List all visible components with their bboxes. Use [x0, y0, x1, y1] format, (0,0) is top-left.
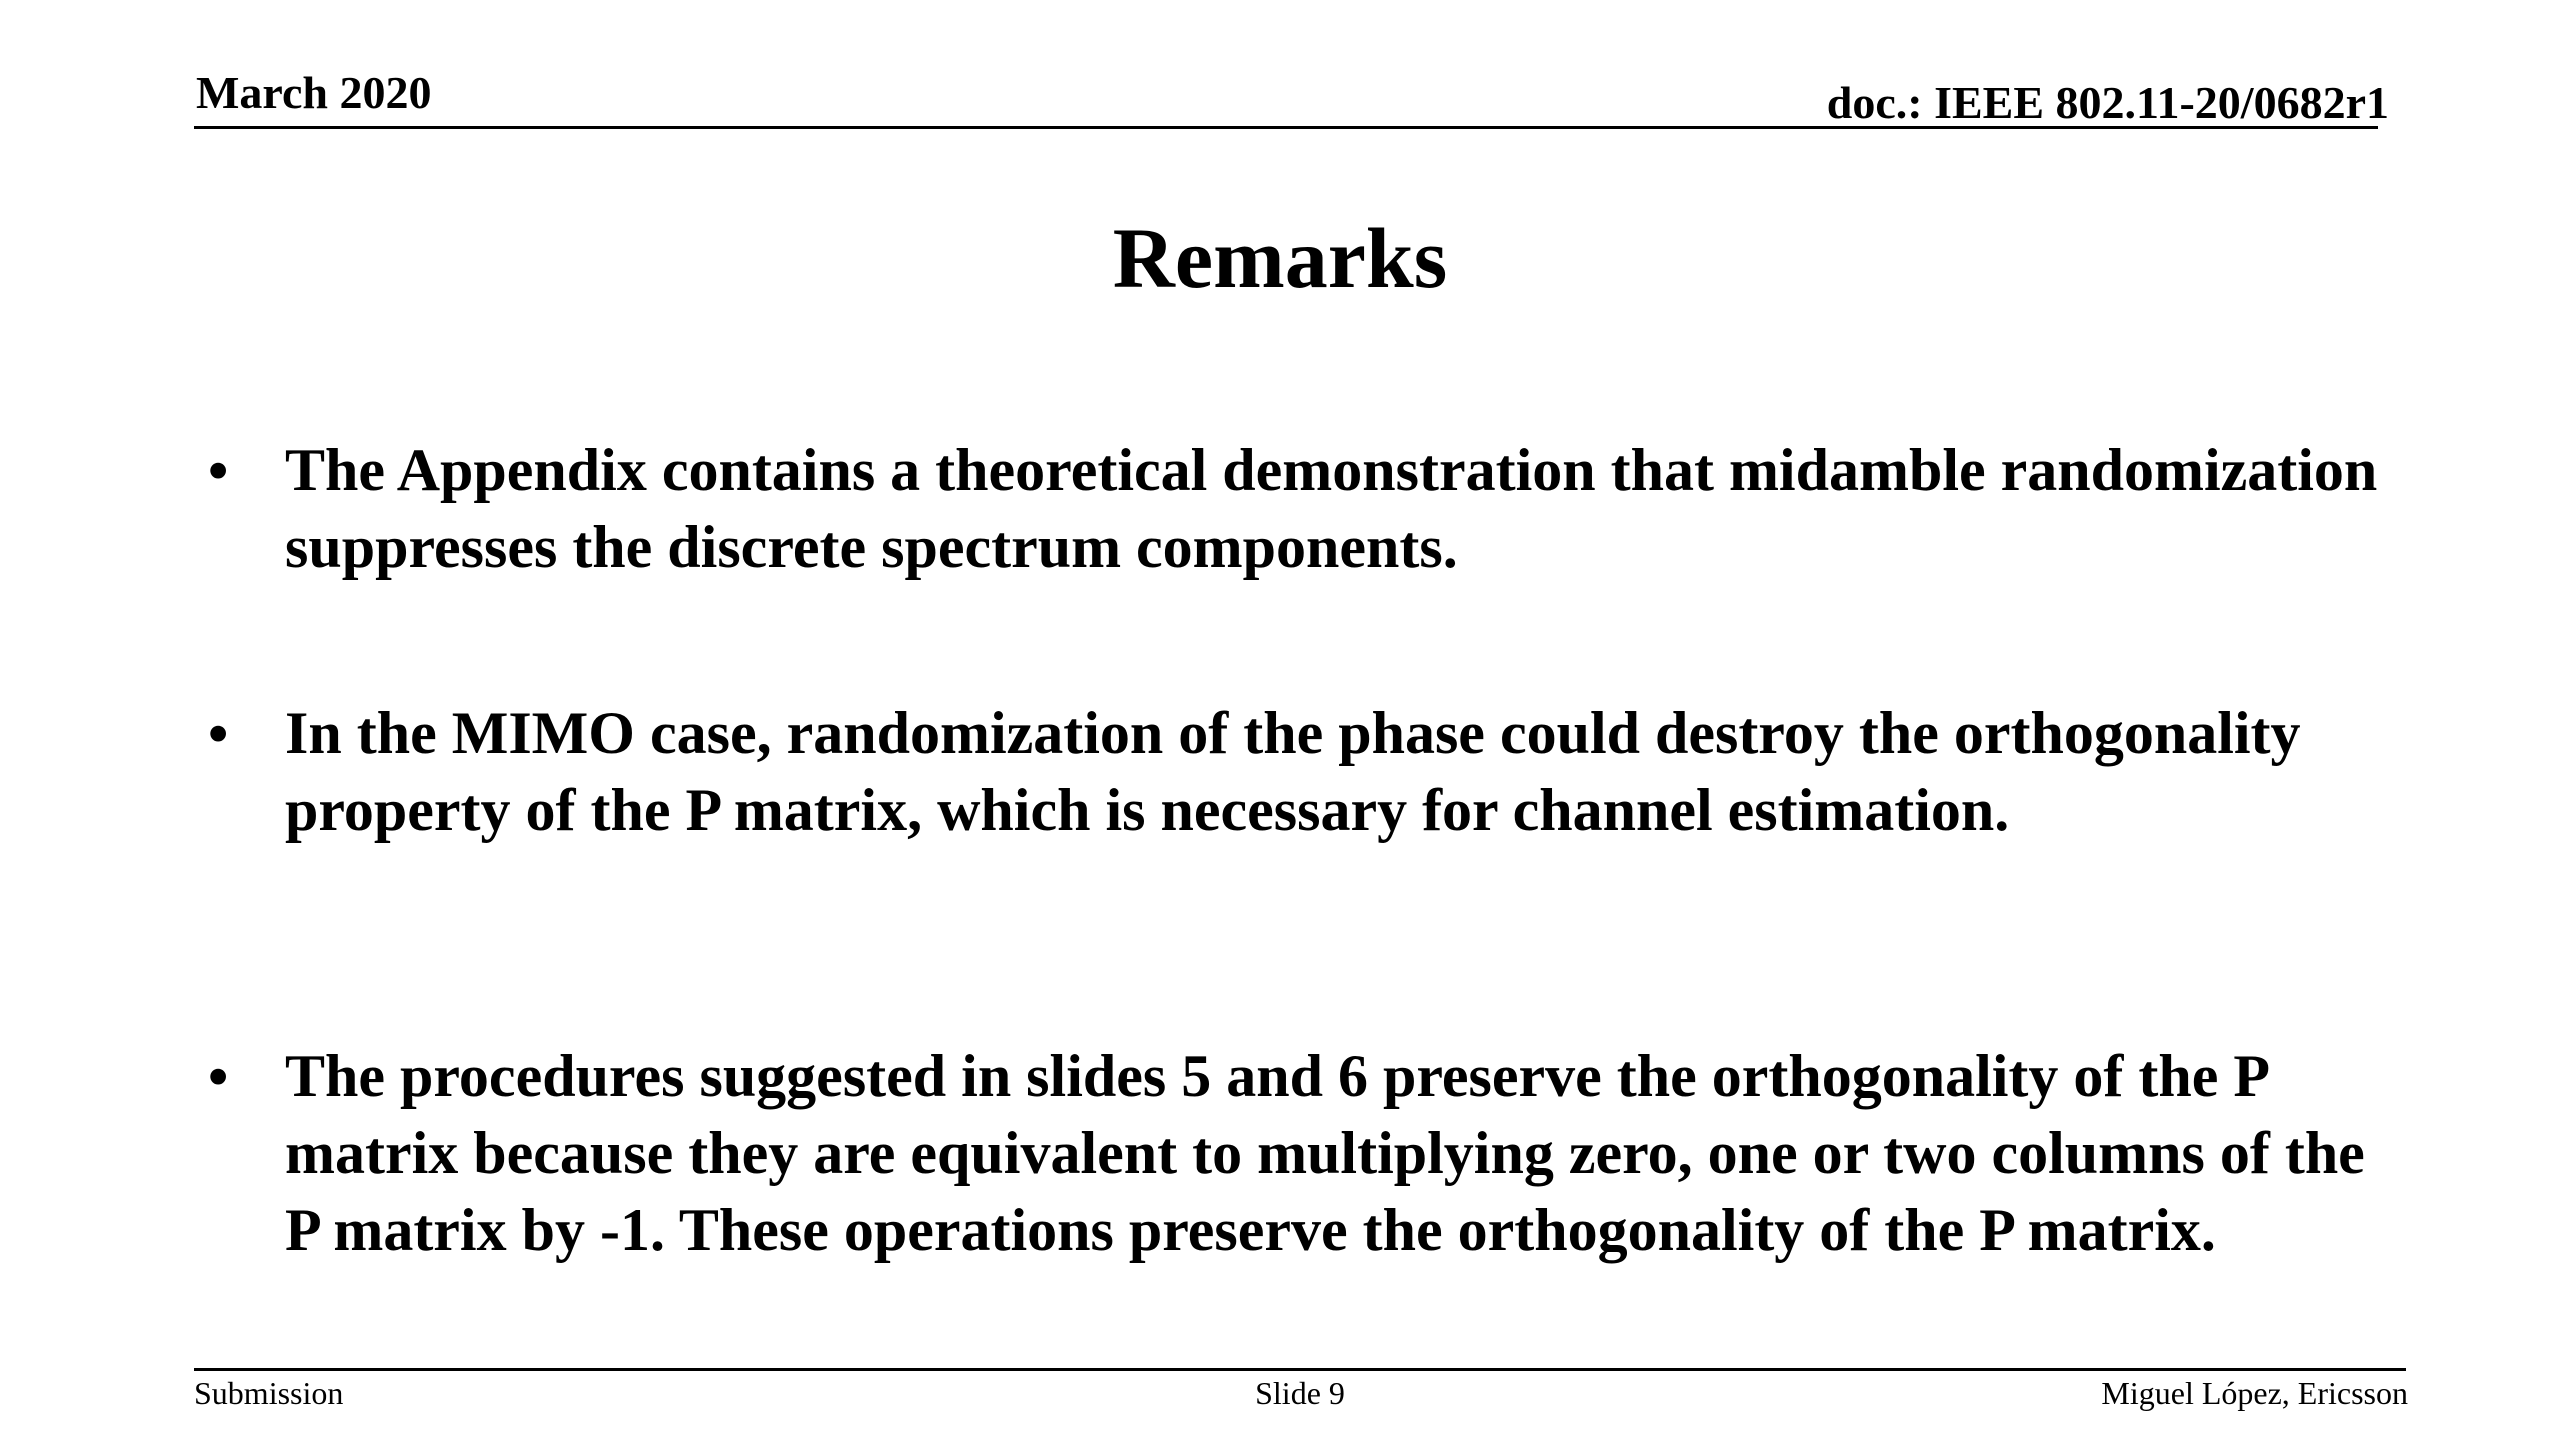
- footer-author: Miguel López, Ericsson: [2101, 1375, 2408, 1411]
- header-date: March 2020: [196, 67, 432, 118]
- footer-submission: Submission: [194, 1375, 344, 1411]
- header-doc-id: doc.: IEEE 802.11-20/0682r1: [1826, 77, 2389, 128]
- bullet-item: [208, 432, 2378, 586]
- bullet-text: In the MIMO case, randomization of the phase could destroy the orthogonality property of the P matrix, which is necessary for channel estimation.: [285, 700, 2301, 843]
- bullet-dot-icon: •: [208, 1044, 229, 1109]
- slide-title: Remarks: [1112, 210, 1448, 306]
- bullet-dot-icon: •: [208, 701, 229, 766]
- footer-divider: [194, 1368, 2406, 1371]
- bullet-item: [208, 695, 2378, 849]
- footer-slide-number: Slide 9: [1255, 1375, 1345, 1411]
- bullet-text: The Appendix contains a theoretical demonstration that midamble randomization suppresses the discrete spectrum components.: [285, 437, 2378, 580]
- bullet-item: [208, 1038, 2378, 1269]
- bullet-text: The procedures suggested in slides 5 and 6 preserve the orthogonality of the P matrix because they are equivalent to multiplying zero, one or two columns of the P matrix by -1. These operations preserve the orthogonality of the P matrix.: [285, 1043, 2365, 1263]
- bullet-dot-icon: •: [208, 438, 229, 503]
